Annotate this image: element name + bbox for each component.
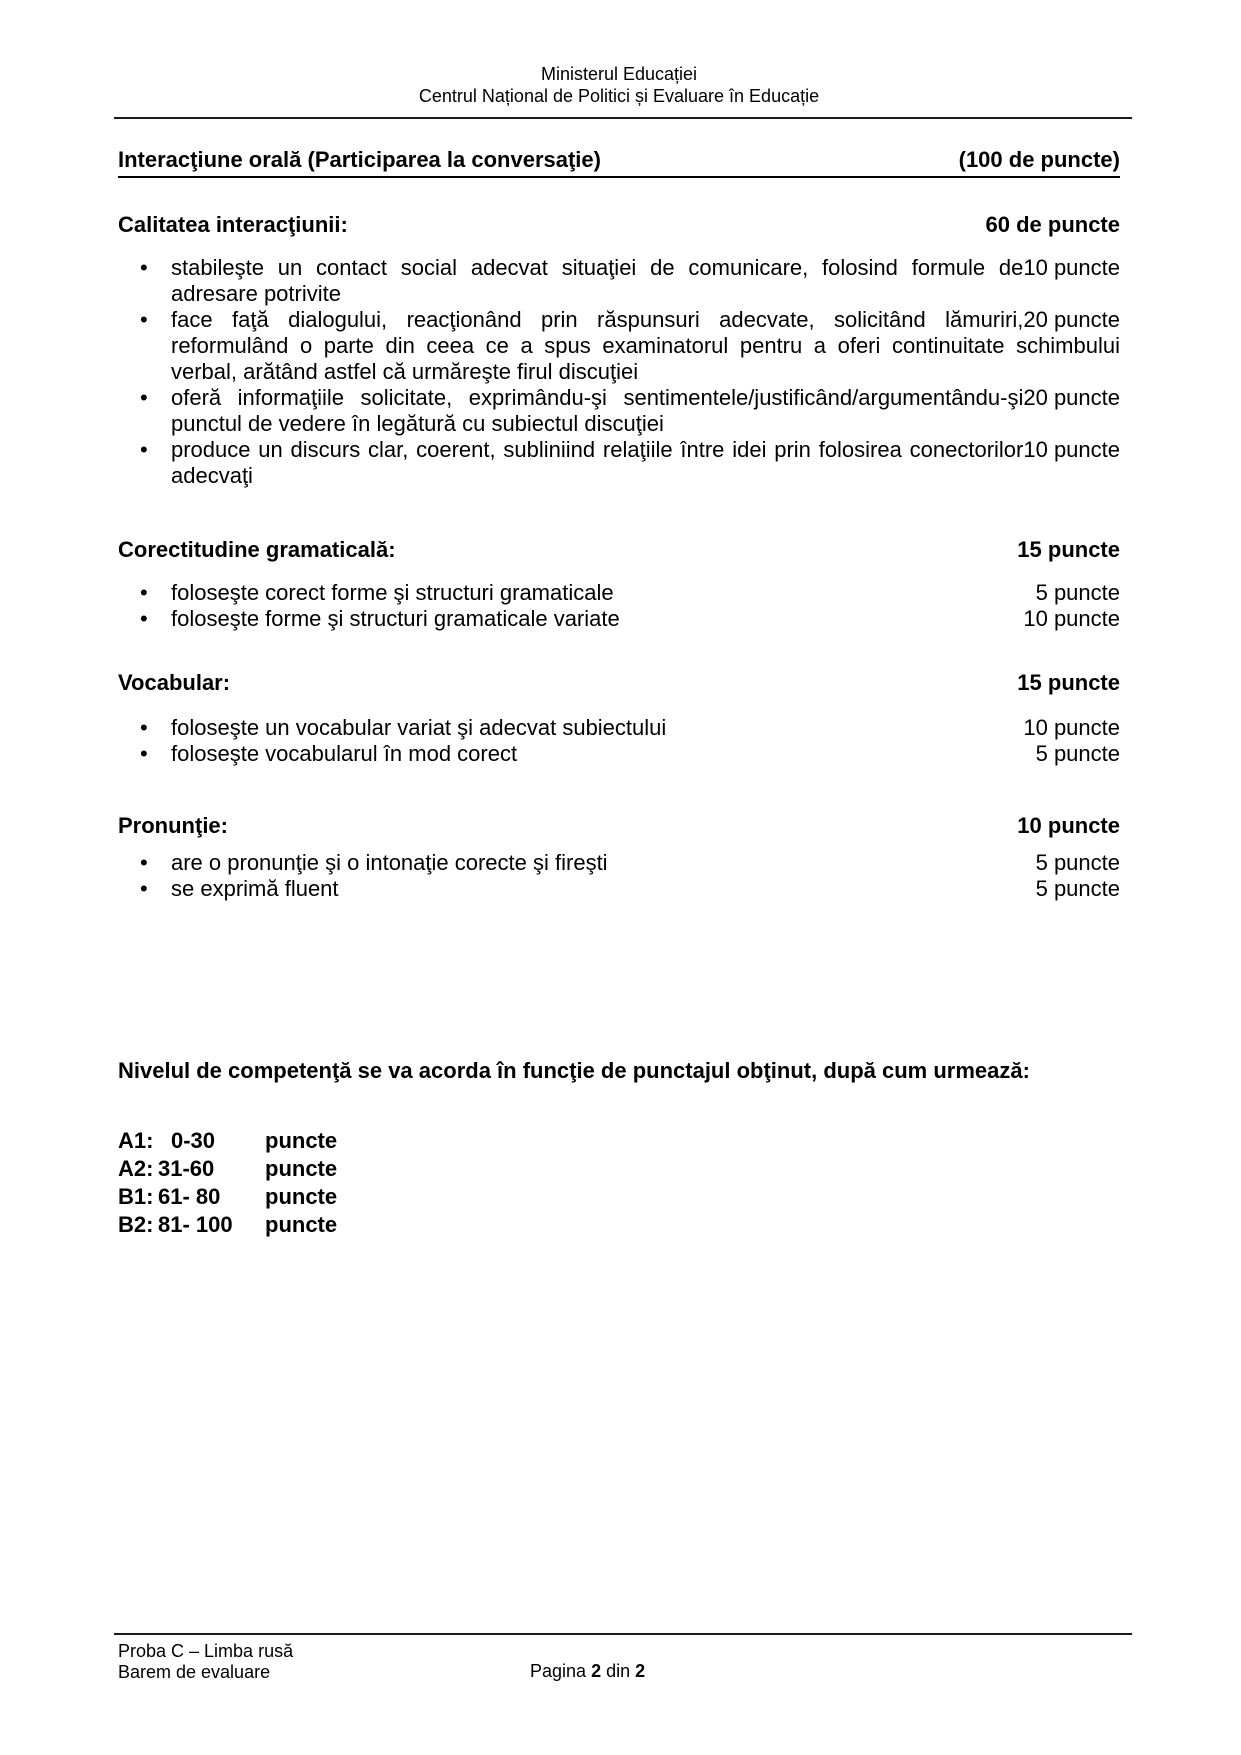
bullet-points: 20 puncte (1023, 385, 1120, 410)
bullet-text: stabileşte un contact social adecvat situaţiei de comunicare, folosind formule de adresare potrivite (171, 255, 1024, 306)
footer-divider (114, 1633, 1132, 1635)
page-title: Interacţiune orală (Participarea la conversaţie) (118, 147, 601, 172)
level-label: A1: (118, 1128, 154, 1153)
bullet-text: are o pronunţie şi o intonaţie corecte şi fireşti (171, 850, 608, 875)
level-range: 0-30 (171, 1128, 216, 1153)
bullet-marker-icon: • (140, 876, 148, 901)
level-label: B2: (118, 1212, 154, 1237)
section-points: 60 de puncte (985, 212, 1120, 237)
bullet-text: foloseşte forme şi structuri gramaticale variate (171, 606, 620, 631)
footer-exam-name: Proba C – Limba rusă (118, 1641, 294, 1661)
level-range: 61- 80 (158, 1184, 221, 1209)
title-row (118, 147, 1120, 178)
bullet-marker-icon: • (140, 715, 148, 740)
level-range: 81- 100 (158, 1212, 233, 1237)
bullet-text: oferă informaţiile solicitate, exprimându-şi sentimentele/justificând/argumentându-şi punctul de vedere în legătură cu subiectul discuţiei (171, 385, 1024, 436)
level-range: 31-60 (158, 1156, 215, 1181)
footer-of-label: din (606, 1661, 631, 1681)
bullet-points: 5 puncte (1035, 876, 1120, 901)
bullet-marker-icon: • (140, 307, 148, 332)
section-points: 15 puncte (1017, 670, 1120, 695)
section-heading-label: Vocabular: (118, 670, 231, 695)
section-heading-corectitudine (118, 537, 1120, 563)
document-header (118, 63, 1120, 107)
bullet-text: foloseşte corect forme şi structuri gramaticale (171, 580, 614, 605)
section-bullets-calitatea (118, 255, 1120, 489)
section-heading-label: Pronunţie: (118, 813, 228, 838)
bullet-text: produce un discurs clar, coerent, subliniind relaţiile între idei prin folosirea conectorilor adecvaţi (171, 437, 1024, 488)
header-center: Centrul Național de Politici și Evaluare în Educație (418, 86, 820, 106)
level-label: B1: (118, 1184, 154, 1209)
section-bullets-corectitudine (118, 580, 1120, 632)
list-item (118, 715, 1120, 741)
levels-list (118, 1127, 1120, 1239)
bullet-marker-icon: • (140, 850, 148, 875)
level-unit: puncte (265, 1156, 338, 1181)
bullet-points: 10 puncte (1023, 715, 1120, 740)
footer-page-indicator (530, 1661, 645, 1682)
footer-doc-type: Barem de evaluare (118, 1662, 271, 1682)
list-item (118, 741, 1120, 767)
level-row-a1 (118, 1127, 1120, 1155)
section-heading-pronuntie (118, 813, 1120, 839)
bullet-text: face faţă dialogului, reacţionând prin răspunsuri adecvate, solicitând lămuriri, reformulând o parte din ceea ce a spus examinatorul pentru a oferi continuitate schimbului verbal, arătând astfel că urmăreşte firul discuţiei (171, 307, 1120, 384)
bullet-points: 10 puncte (1023, 255, 1120, 280)
bullet-marker-icon: • (140, 255, 148, 280)
bullet-text: se exprimă fluent (171, 876, 339, 901)
bullet-text: foloseşte un vocabular variat şi adecvat subiectului (171, 715, 667, 740)
level-label: A2: (118, 1156, 154, 1181)
footer-page-label: Pagina (530, 1661, 587, 1681)
level-unit: puncte (265, 1128, 338, 1153)
bullet-marker-icon: • (140, 606, 148, 631)
list-item (118, 876, 1120, 902)
header-divider (114, 117, 1132, 119)
section-heading-vocabular (118, 670, 1120, 696)
bullet-marker-icon: • (140, 437, 148, 462)
bullet-points: 5 puncte (1035, 580, 1120, 605)
list-item (118, 255, 1120, 307)
footer-page-total: 2 (635, 1661, 646, 1681)
level-row-b1 (118, 1183, 1120, 1211)
section-heading-label: Calitatea interacţiunii: (118, 212, 348, 237)
bullet-text: foloseşte vocabularul în mod corect (171, 741, 518, 766)
levels-intro: Nivelul de competenţă se va acorda în funcţie de punctajul obţinut, după cum urmează: (118, 1058, 1030, 1083)
section-heading-label: Corectitudine gramaticală: (118, 537, 396, 562)
bullet-marker-icon: • (140, 385, 148, 410)
bullet-points: 20 puncte (1023, 307, 1120, 332)
bullet-points: 5 puncte (1035, 850, 1120, 875)
header-ministry: Ministerul Educației (540, 64, 698, 84)
bullet-marker-icon: • (140, 580, 148, 605)
list-item (118, 606, 1120, 632)
level-row-a2 (118, 1155, 1120, 1183)
bullet-points: 10 puncte (1023, 437, 1120, 462)
section-points: 15 puncte (1017, 537, 1120, 562)
level-row-b2 (118, 1211, 1120, 1239)
section-points: 10 puncte (1017, 813, 1120, 838)
list-item (118, 385, 1120, 437)
footer-page-number: 2 (591, 1661, 602, 1681)
section-bullets-pronuntie (118, 850, 1120, 902)
title-points: (100 de puncte) (958, 147, 1120, 172)
bullet-points: 10 puncte (1023, 606, 1120, 631)
section-bullets-vocabular (118, 715, 1120, 767)
list-item (118, 437, 1120, 489)
level-unit: puncte (265, 1184, 338, 1209)
bullet-points: 5 puncte (1035, 741, 1120, 766)
bullet-marker-icon: • (140, 741, 148, 766)
list-item (118, 307, 1120, 385)
list-item (118, 580, 1120, 606)
list-item (118, 850, 1120, 876)
level-unit: puncte (265, 1212, 338, 1237)
section-heading-calitatea (118, 212, 1120, 238)
footer-left (118, 1641, 293, 1683)
